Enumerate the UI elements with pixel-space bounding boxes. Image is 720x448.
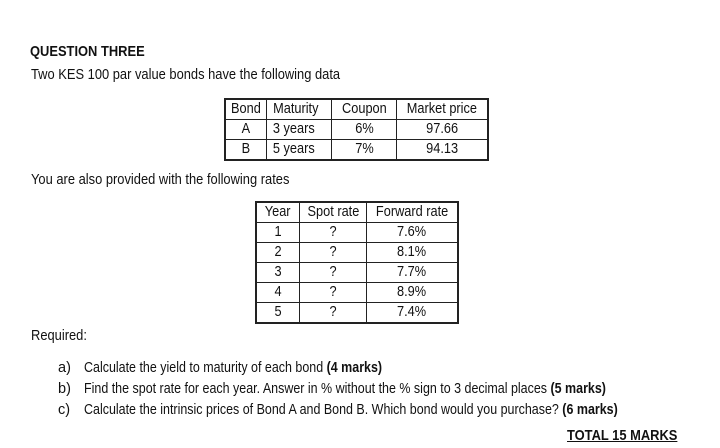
table-row <box>225 140 488 161</box>
table-header-row <box>256 202 458 223</box>
header-cell: Spot rate <box>300 202 367 223</box>
table-cell: A <box>225 120 267 140</box>
table-cell: 7.6% <box>367 223 459 243</box>
table-cell: 7.7% <box>367 263 459 283</box>
bond-data-table <box>224 98 489 161</box>
table-row <box>256 263 458 283</box>
table-cell: ? <box>300 223 367 243</box>
task-list <box>58 358 705 421</box>
table-cell: B <box>225 140 267 161</box>
table-cell: 4 <box>256 283 300 303</box>
rates-intro-text: You are also provided with the following rates <box>31 171 290 188</box>
required-label: Required: <box>31 327 87 344</box>
table-cell: 5 <box>256 303 300 324</box>
task-letter: a) <box>58 360 71 376</box>
task-body <box>84 379 606 400</box>
table-cell: 5 years <box>267 140 332 161</box>
table-cell: ? <box>300 283 367 303</box>
table-row <box>256 243 458 263</box>
table-row <box>256 223 458 243</box>
list-item <box>58 400 705 421</box>
task-text: Calculate the intrinsic prices of Bond A and Bond B. Which bond would you purchase? <box>84 402 563 418</box>
task-body <box>84 358 382 379</box>
header-cell: Maturity <box>267 99 332 120</box>
table-cell: 7% <box>332 140 397 161</box>
intro-text: Two KES 100 par value bonds have the following data <box>31 66 341 83</box>
task-text: Find the spot rate for each year. Answer in % without the % sign to 3 decimal places <box>84 381 551 397</box>
list-item <box>58 358 705 379</box>
question-heading: QUESTION THREE <box>30 43 145 60</box>
table-cell: 2 <box>256 243 300 263</box>
task-text: Calculate the yield to maturity of each bond <box>84 360 327 376</box>
table-header-row <box>225 99 488 120</box>
rate-data-table <box>255 201 459 324</box>
task-marks: (4 marks) <box>326 360 383 376</box>
header-cell: Bond <box>225 99 267 120</box>
table-row <box>256 283 458 303</box>
table-cell: 3 <box>256 263 300 283</box>
table-cell: 94.13 <box>397 140 489 161</box>
table-cell: 3 years <box>267 120 332 140</box>
table-cell: 6% <box>332 120 397 140</box>
task-marks: (5 marks) <box>550 381 606 397</box>
task-body <box>84 400 618 421</box>
task-marks: (6 marks) <box>562 402 618 418</box>
header-cell: Coupon <box>332 99 397 120</box>
table-cell: 8.9% <box>367 283 459 303</box>
table-cell: ? <box>300 243 367 263</box>
header-cell: Year <box>256 202 300 223</box>
task-letter: c) <box>58 402 71 418</box>
table-cell: 8.1% <box>367 243 459 263</box>
total-marks: TOTAL 15 MARKS <box>567 427 678 444</box>
table-cell: 7.4% <box>367 303 459 324</box>
header-cell: Forward rate <box>367 202 459 223</box>
table-row <box>256 303 458 324</box>
table-cell: ? <box>300 303 367 324</box>
table-cell: 97.66 <box>397 120 489 140</box>
task-letter: b) <box>58 381 71 397</box>
table-row <box>225 120 488 140</box>
table-cell: ? <box>300 263 367 283</box>
table-cell: 1 <box>256 223 300 243</box>
header-cell: Market price <box>397 99 489 120</box>
list-item <box>58 379 705 400</box>
